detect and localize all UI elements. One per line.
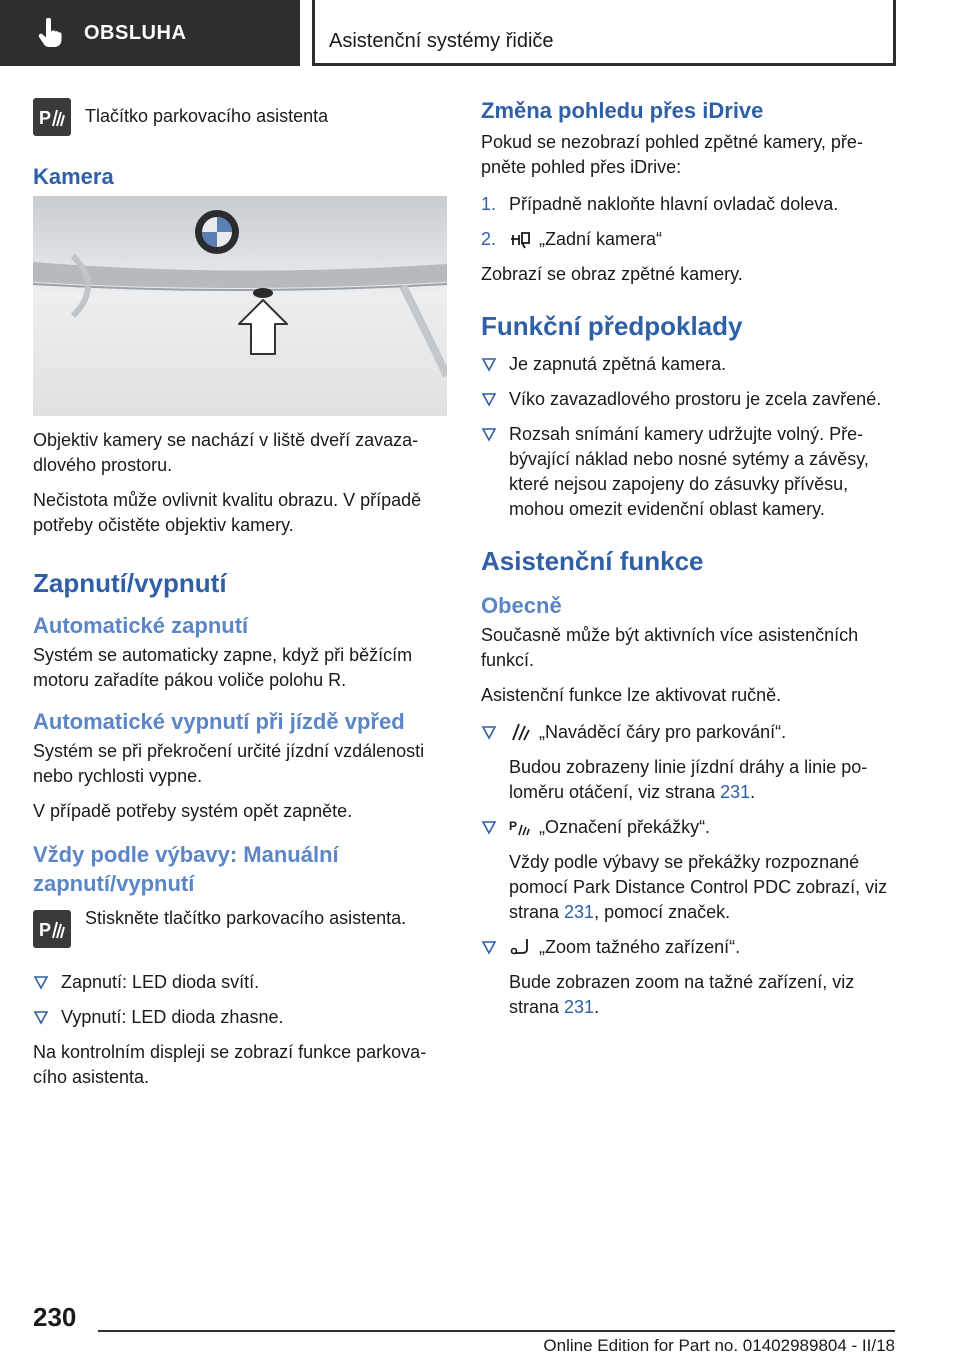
svg-text:P: P [509, 819, 518, 833]
auto-off-text-1: Systém se při překročení určité jízdní vzdálenosti nebo rychlosti vypne. [33, 741, 425, 786]
page-link-231[interactable]: 231 [720, 782, 751, 802]
step-result: Zobrazí se obraz zpětné kamery. [481, 264, 743, 284]
bullet-triangle-icon [481, 390, 497, 408]
bullet-triangle-icon [33, 1008, 49, 1026]
manual-caption: Stiskněte tlačítko parkovacího asistenta. [85, 908, 407, 928]
chapter-title: Asistenční systémy řidiče [329, 30, 554, 52]
section-tab [0, 0, 300, 66]
idrive-steps [481, 192, 895, 252]
change-view-heading: Změna pohledu přes iDrive [481, 98, 764, 123]
park-assist-button-icon [33, 910, 71, 948]
svg-text:P: P [39, 920, 52, 940]
camera-location-photo [33, 196, 447, 416]
bullet-triangle-icon [481, 425, 497, 443]
assist-functions-list [481, 720, 895, 1020]
led-bullet-list [33, 970, 447, 1030]
auto-off-text-2: V případě potřeby systém opět zapněte. [33, 801, 353, 821]
park-assist-button-row [33, 98, 447, 136]
trailer-hitch-zoom-icon [509, 937, 531, 957]
page-number: 230 [33, 1302, 77, 1332]
list-item: 2. „Zadní kamera“ [481, 229, 663, 249]
bullet-triangle-icon [481, 818, 497, 836]
kamera-paragraph-1: Objektiv kamery se nachází v liště dveří zavazadlového prostoru. [33, 430, 419, 475]
list-item: Zapnutí: LED dioda svítí. [33, 970, 447, 995]
page-link-231[interactable]: 231 [564, 997, 595, 1017]
onoff-heading: Zapnutí/vypnutí [33, 568, 227, 598]
park-assist-button-caption: Tlačítko parkovacího asistenta [85, 106, 329, 126]
assist-functions-heading: Asistenční funkce [481, 546, 704, 576]
park-assist-button-icon [33, 98, 71, 136]
list-item: Vypnutí: LED dioda zhasne. [33, 1005, 447, 1030]
change-view-text: Pokud se nezobrazí pohled zpětné kamery, přepněte pohled přes iDrive: [481, 132, 863, 177]
right-column [481, 98, 895, 1030]
kamera-heading: Kamera [33, 164, 114, 189]
prerequisites-list [481, 352, 895, 522]
bullet-triangle-icon [33, 973, 49, 991]
left-column [33, 98, 447, 1100]
edition-note: Online Edition for Part no. 01402989804 - II/18 [543, 1336, 895, 1355]
manual-heading: Vždy podle výbavy: Manuální zapnutí/vypnutí [33, 842, 339, 896]
parking-guide-lines-icon [509, 722, 531, 742]
auto-off-heading: Automatické vypnutí při jízdě vpřed [33, 709, 405, 734]
list-item: P „Označení překážky“. Vždy podle výbavy se překážky rozpoznané pomocí Park Distance Control PDC zobrazí, viz strana 231, pomocí značek. [481, 815, 895, 925]
rear-camera-icon [509, 229, 531, 249]
hand-pointer-icon [30, 13, 70, 53]
list-item: 1. Případně nakloňte hlavní ovladač doleva. [481, 194, 839, 214]
manual-button-row [33, 910, 447, 948]
svg-text:P: P [39, 108, 52, 128]
bullet-triangle-icon [481, 723, 497, 741]
list-item: Víko zavazadlového prostoru je zcela zavřené. [481, 387, 895, 412]
bullet-triangle-icon [481, 355, 497, 373]
list-item: Rozsah snímání kamery udržujte volný. Přebývající náklad nebo nosné sytémy a závěsy, které nejsou zapojeny do zásuvky přívěsu, mohou omezit evidenční oblast kamery. [481, 422, 895, 522]
page-link-231[interactable]: 231 [564, 902, 595, 922]
footer-rule [98, 1330, 895, 1332]
auto-on-heading: Automatické zapnutí [33, 613, 249, 638]
obstacle-marking-icon [509, 817, 531, 837]
prerequisites-heading: Funkční předpoklady [481, 311, 743, 341]
kamera-paragraph-2: Nečistota může ovlivnit kvalitu obrazu. V případě potřeby očistěte objektiv kamery. [33, 490, 422, 535]
section-title: OBSLUHA [84, 21, 187, 44]
closing-paragraph: Na kontrolním displeji se zobrazí funkce parkovacího asistenta. [33, 1042, 427, 1087]
chapter-tab [312, 0, 896, 66]
list-item: „Naváděcí čáry pro parkování“. Budou zobrazeny linie jízdní dráhy a linie poloměru otáčení, viz strana 231. [481, 720, 895, 805]
auto-on-text: Systém se automaticky zapne, když při běžícím motoru zařadíte pákou voliče polohu R. [33, 645, 413, 690]
general-text-2: Asistenční funkce lze aktivovat ručně. [481, 685, 782, 705]
general-heading: Obecně [481, 593, 562, 618]
list-item: Je zapnutá zpětná kamera. [481, 352, 895, 377]
bullet-triangle-icon [481, 938, 497, 956]
general-text-1: Současně může být aktivních více asistenčních funkcí. [481, 625, 859, 670]
list-item: „Zoom tažného zařízení“. Bude zobrazen zoom na tažné zařízení, viz strana 231. [481, 935, 895, 1020]
